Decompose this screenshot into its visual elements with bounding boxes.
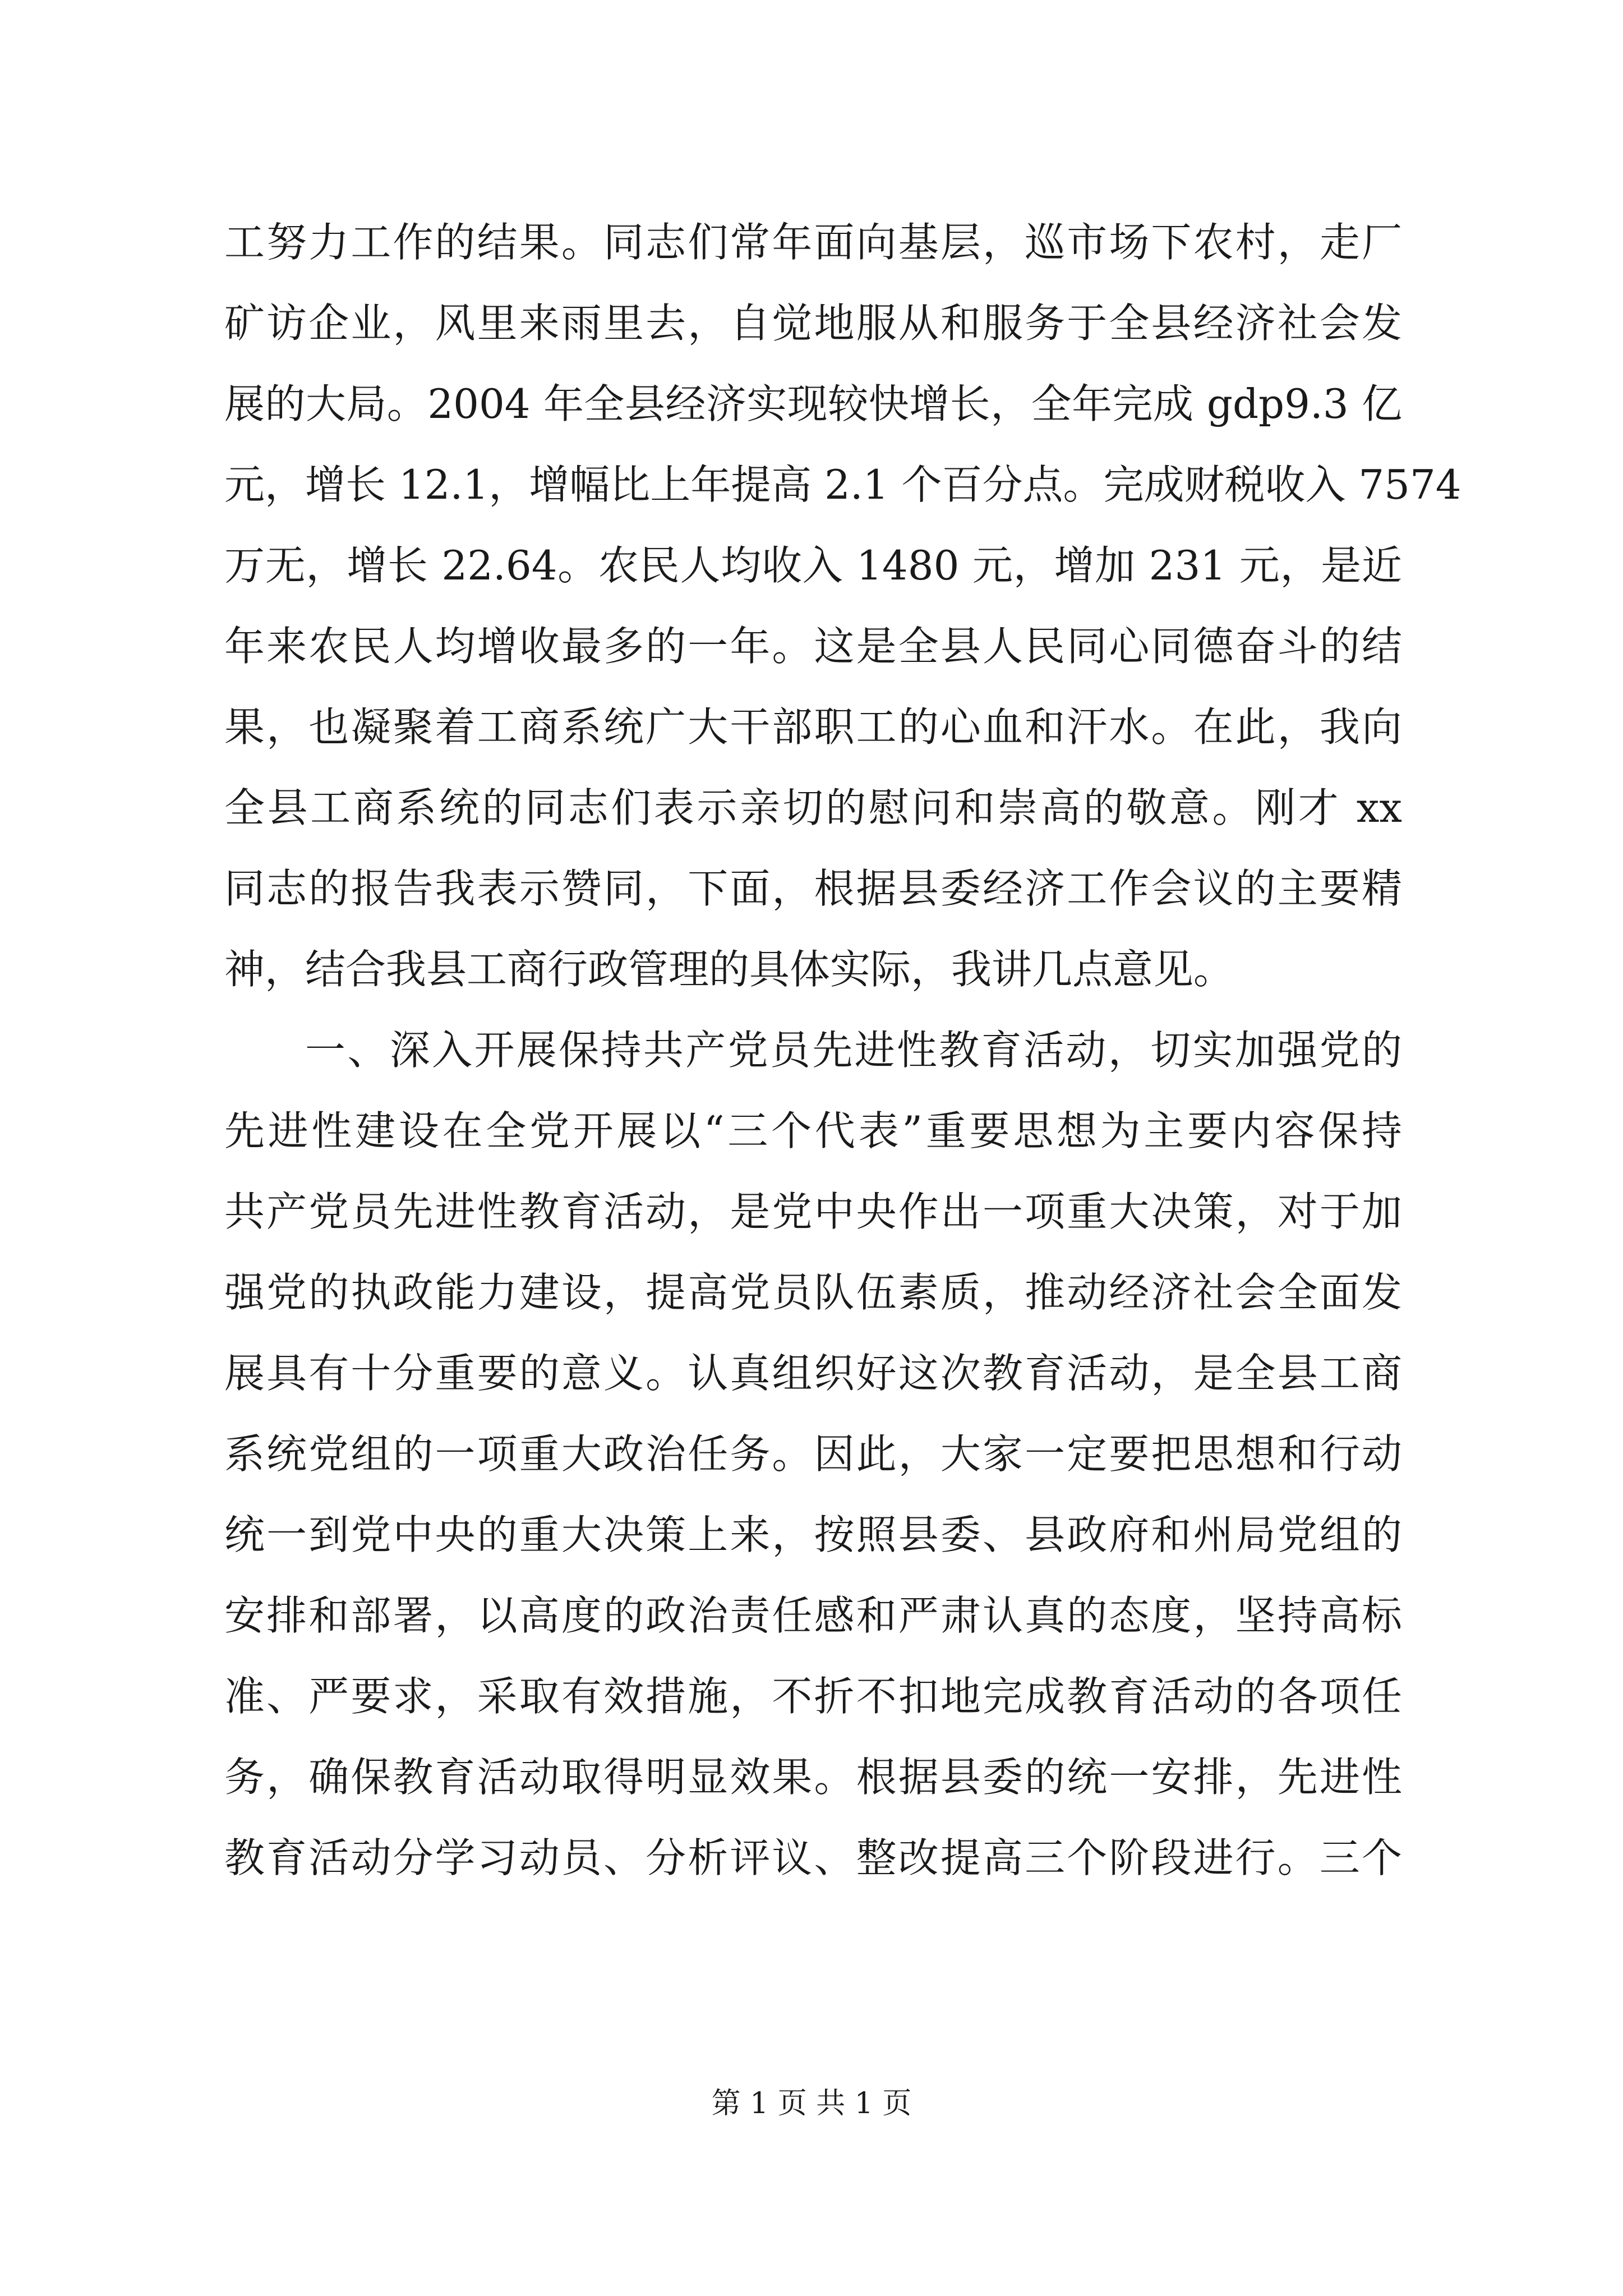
body-text-line: 安排和部署，以高度的政治责任感和严肃认真的态度，坚持高标: [224, 1592, 1402, 1639]
body-text-line: 展具有十分重要的意义。认真组织好这次教育活动，是全县工商: [224, 1350, 1402, 1397]
page-footer: 第 1 页 共 1 页: [711, 2087, 912, 2120]
body-text-line: 年来农民人均增收最多的一年。这是全县人民同心同德奋斗的结: [224, 623, 1402, 670]
body-text-line: 全县工商系统的同志们表示亲切的慰问和崇高的敬意。刚才 xx: [224, 784, 1402, 831]
body-text-line: 系统党组的一项重大政治任务。因此，大家一定要把思想和行动: [224, 1430, 1402, 1478]
body-text-line: 准、严要求，采取有效措施，不折不扣地完成教育活动的各项任: [224, 1673, 1402, 1720]
body-text-line: 强党的执政能力建设，提高党员队伍素质，推动经济社会全面发: [224, 1269, 1402, 1316]
body-text-line: 统一到党中央的重大决策上来，按照县委、县政府和州局党组的: [224, 1511, 1402, 1558]
body-text-line: 教育活动分学习动员、分析评议、整改提高三个阶段进行。三个: [224, 1834, 1402, 1881]
body-text-line: 矿访企业，风里来雨里去，自觉地服从和服务于全县经济社会发: [224, 300, 1402, 347]
body-text-line: 果，也凝聚着工商系统广大干部职工的心血和汗水。在此，我向: [224, 703, 1402, 751]
section-heading-line: 一、深入开展保持共产党员先进性教育活动，切实加强党的: [305, 1027, 1402, 1074]
body-text-line: 先进性建设在全党开展以“三个代表”重要思想为主要内容保持: [224, 1107, 1402, 1154]
body-text-line: 同志的报告我表示赞同，下面，根据县委经济工作会议的主要精: [224, 865, 1402, 912]
body-text-line: 工努力工作的结果。同志们常年面向基层，巡市场下农村，走厂: [224, 219, 1402, 266]
body-text-line: 万无，增长 22.64。农民人均收入 1480 元，增加 231 元，是近: [224, 542, 1402, 589]
body-text-line: 务，确保教育活动取得明显效果。根据县委的统一安排，先进性: [224, 1754, 1402, 1801]
body-text-line: 元，增长 12.1，增幅比上年提高 2.1 个百分点。完成财税收入 7574: [224, 461, 1461, 508]
body-text-line: 共产党员先进性教育活动，是党中央作出一项重大决策，对于加: [224, 1188, 1402, 1235]
body-text-line: 展的大局。2004 年全县经济实现较快增长，全年完成 gdp9.3 亿: [224, 380, 1402, 427]
body-text-line: 神，结合我县工商行政管理的具体实际，我讲几点意见。: [224, 946, 1234, 993]
